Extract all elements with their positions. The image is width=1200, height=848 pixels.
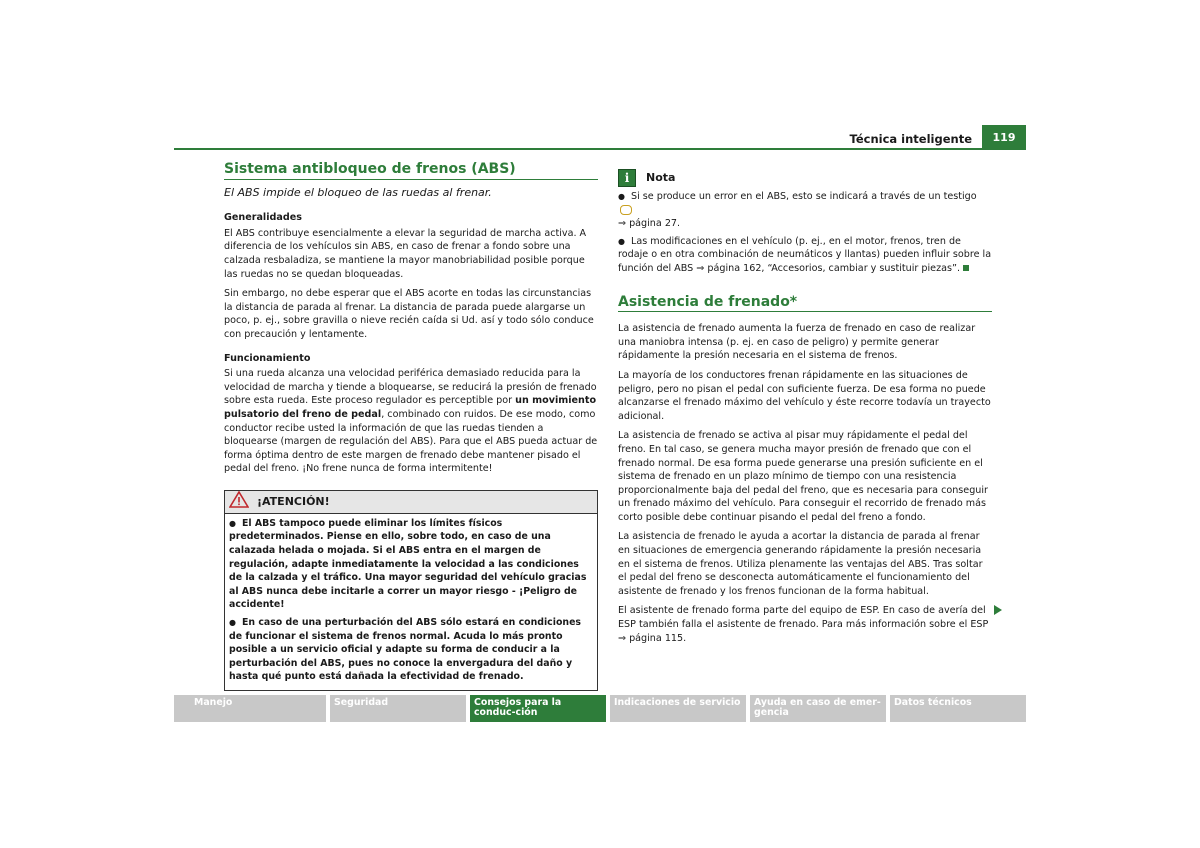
section-heading-assist — [618, 293, 992, 313]
running-header-title: Técnica inteligente — [849, 132, 972, 146]
warning-triangle-icon — [229, 491, 249, 513]
header-rule — [174, 148, 1026, 150]
text-span: Si una rueda alcanza una velocidad periférica demasiado reducida para la velocidad de marcha y tiende a bloquearse, se reducirá la presión de frenado sobre esta rueda. Este proceso regulador es perceptible por — [224, 368, 597, 407]
warning-item: ● En caso de una perturbación del ABS sólo estará en condiciones de funcionar el sistema de frenos normal. Acuda lo más pronto posible a un servicio oficial y adapte su forma de conducir a la perturbación del ABS, pues no conoce la envergadura del daño y hasta qué punto está dañada la efectividad de frenado. — [229, 616, 593, 684]
heading-generalidades: Generalidades — [224, 212, 302, 224]
paragraph: La asistencia de frenado le ayuda a acortar la distancia de parada al frenar en situaciones de emergencia generando rápidamente la presión necesaria en el sistema de frenos. Utiliza plenamente las ventajas del ABS. Tras soltar el pedal del freno se desconecta automáticamente el funcionamiento del asistente de frenado y los frenos funcionan de la forma habitual. — [618, 531, 983, 597]
paragraph — [224, 367, 598, 476]
paragraph: La asistencia de frenado se activa al pisar muy rápidamente el pedal del freno. En tal caso, se genera mucha mayor presión de frenado que con el frenado normal. De esa forma puede generarse una presión suficiente en el sistema de frenado en un plazo mínimo de tiempo con una resistencia proporcionalmente baja del pedal del freno, que es necesaria para conseguir un frenado máximo del vehículo. Para conseguir el recorrido de frenado más corto posible debe continuar pisando el pedal del freno a fondo. — [618, 430, 988, 523]
note-title: Nota — [646, 171, 676, 185]
section-title-abs: Sistema antibloqueo de frenos (ABS) — [224, 161, 516, 177]
text-span: , combinado con ruidos. De ese modo, como conductor recibe usted la información de que las ruedas tienden a bloquearse (margen de regulación del ABS). Para que el ABS pueda actuar de forma óptima dentro de este margen de frenado debe mantener pisado el pedal del freno. ¡No frene nunca de forma intermitente! — [224, 408, 598, 475]
paragraph: Sin embargo, no debe esperar que el ABS acorte en todas las circunstancias la distancia de parada al frenar. La distancia de parada puede alargarse un poco, p. ej., sobre gravilla o nieve recién caída si Ud. así y todo sólo conduce con precaución y lentamente. — [224, 288, 594, 340]
info-icon: i — [618, 169, 636, 187]
footer-tab-seguridad[interactable]: Seguridad — [330, 695, 466, 722]
footer-tab-consejos[interactable]: Consejos para la conduc-ción — [470, 695, 606, 722]
note-item — [618, 190, 992, 217]
cross-reference-link[interactable]: ⇒ página 115. — [618, 632, 687, 644]
warning-title: ¡ATENCIÓN! — [257, 495, 330, 509]
footer-tab-servicio[interactable]: Indicaciones de servicio — [610, 695, 746, 722]
warning-item: ● El ABS tampoco puede eliminar los límites físicos predeterminados. Piense en ello, sobre todo, en caso de una calazada helada o mojada. Si el ABS entra en el margen de regulación, adapte inmediatamente la velocidad a las condiciones de la calzada y el tráfico. Una mayor seguridad del vehículo gracias al ABS nunca debe incitarle a correr un mayor riesgo - ¡Peligro de accidente! — [229, 517, 593, 612]
footer-tab-manejo[interactable]: Manejo — [174, 695, 326, 722]
paragraph: El asistente de frenado forma parte del equipo de ESP. En caso de avería del ESP también falla el asistente de frenado. Para más información sobre el ESP — [618, 605, 989, 631]
bold-text: un movimiento pulsatorio del freno de pedal — [224, 395, 597, 420]
end-of-section-icon — [963, 265, 969, 271]
warning-header — [225, 491, 597, 514]
paragraph: La asistencia de frenado aumenta la fuerza de frenado en caso de realizar una maniobra intensa (p. ej. en caso de peligro) y permite generar rápidamente la presión necesaria en el sistema de frenos. — [618, 323, 976, 362]
warning-box — [224, 490, 598, 691]
cross-reference-link[interactable]: ⇒ página 27. — [618, 218, 681, 230]
section-heading-abs — [224, 163, 598, 180]
text-span: Si se produce un error en el ABS, esto se indicará a través de un testigo — [630, 191, 977, 202]
warning-body — [225, 514, 597, 690]
paragraph: El ABS contribuye esencialmente a elevar la seguridad de marcha activa. A diferencia de los vehículos sin ABS, en caso de frenar a fondo sobre una calzada resbaladiza, se mantiene la mayor manobriabilidad posible porque las ruedas no se quedan bloqueadas. — [224, 227, 587, 280]
paragraph: La mayoría de los conductores frenan rápidamente en las situaciones de peligro, pero no pisan el pedal con suficiente fuerza. De esa forma no puede alcanzarse el frenado máximo del vehículo y éste recorre todavía un trayecto adicional. — [618, 369, 991, 422]
left-column — [224, 163, 598, 691]
section-title-assist: Asistencia de frenado* — [618, 293, 798, 310]
heading-funcionamiento: Funcionamiento — [224, 352, 311, 364]
footer-tab-datos[interactable]: Datos técnicos — [890, 695, 1026, 722]
footer-nav — [174, 695, 1026, 722]
text-span: Las modificaciones en el vehículo (p. ej., en el motor, frenos, tren de rodaje o en otra combinación de neumáticos y llantas) pueden influir sobre la función del ABS ⇒ página 162, “Accesorios, cambiar y sustituir piezas”. — [618, 235, 992, 274]
continue-arrow-icon — [994, 605, 1002, 615]
page-number: 119 — [982, 125, 1026, 149]
right-column — [618, 168, 992, 651]
section-subtitle: El ABS impide el bloqueo de las ruedas al frenar. — [224, 185, 492, 199]
note-header — [618, 168, 992, 188]
warning-lamp-icon — [620, 205, 632, 215]
note-item — [618, 235, 992, 276]
footer-tab-ayuda[interactable]: Ayuda en caso de emer-gencia — [750, 695, 886, 722]
